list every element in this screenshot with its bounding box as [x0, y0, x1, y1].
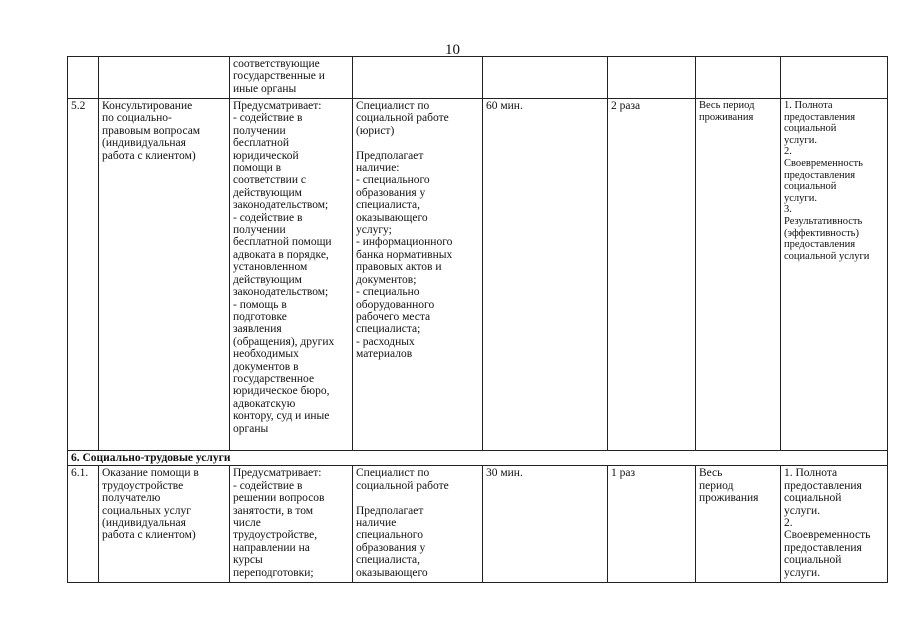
cell-count: 1 раз — [608, 466, 696, 583]
cell-service-name: Оказание помощи в трудоустройстве получателю социальных услуг (индивидуальная работа с клиентом) — [99, 466, 230, 583]
table-row-5-2 — [68, 99, 888, 451]
cell-period: Весь период проживания — [696, 99, 781, 451]
page-number: 10 — [445, 42, 460, 58]
table-row-continuation — [68, 57, 888, 99]
cell-count — [608, 57, 696, 99]
cell-performer: Специалист по социальной работе (юрист) Предполагает наличие: - специального образования у специалиста, оказывающего услугу; - информационного банка нормативных правовых актов и документов; - специально оборудованного рабочего места специалиста; - расходных материалов — [353, 99, 483, 451]
section-title: 6. Социально-трудовые услуги — [68, 451, 888, 466]
table-row-6-1 — [68, 466, 888, 583]
cell-service-name — [99, 57, 230, 99]
cell-count: 2 раза — [608, 99, 696, 451]
cell-criteria — [781, 57, 888, 99]
cell-period — [696, 57, 781, 99]
cell-service-content: Предусматривает: - содействие в получении бесплатной юридической помощи в соответствии с действующим законодательством; - содействие в получении бесплатной помощи адвоката в порядке, установленном действующим законодательством; - помощь в подготовке заявления (обращения), других необходимых документов в государственное юридическое бюро, адвокатскую контору, суд и иные органы — [230, 99, 353, 451]
cell-duration: 30 мин. — [483, 466, 608, 583]
cell-performer: Специалист по социальной работе Предполагает наличие специального образования у специалиста, оказывающего — [353, 466, 483, 583]
cell-number: 5.2 — [68, 99, 99, 451]
cell-service-name: Консультирование по социально- правовым вопросам (индивидуальная работа с клиентом) — [99, 99, 230, 451]
cell-criteria: 1. Полнота предоставления социальной услуги. 2. Своевременность предоставления социальной услуги. 3. Результативность (эффективность) предоставления социальной услуги — [781, 99, 888, 451]
cell-service-content: соответствующие государственные и иные органы — [230, 57, 353, 99]
cell-performer — [353, 57, 483, 99]
cell-number: 6.1. — [68, 466, 99, 583]
cell-number — [68, 57, 99, 99]
cell-duration: 60 мин. — [483, 99, 608, 451]
services-table — [67, 56, 888, 583]
cell-criteria: 1. Полнота предоставления социальной услуги. 2. Своевременность предоставления социальной услуги. — [781, 466, 888, 583]
section-heading-row — [68, 451, 888, 466]
cell-service-content: Предусматривает: - содействие в решении вопросов занятости, в том числе трудоустройстве, направлении на курсы переподготовки; — [230, 466, 353, 583]
cell-period: Весь период проживания — [696, 466, 781, 583]
cell-duration — [483, 57, 608, 99]
